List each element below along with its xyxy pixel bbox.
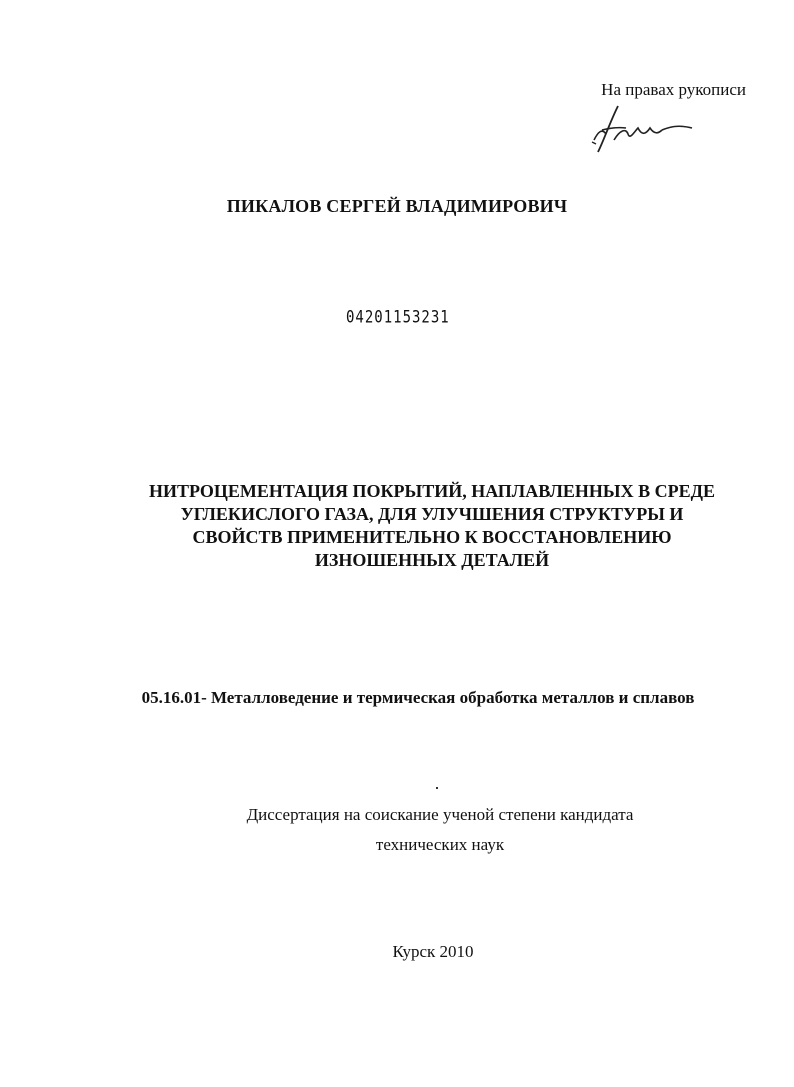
author-name: ПИКАЛОВ СЕРГЕЙ ВЛАДИМИРОВИЧ	[226, 196, 568, 216]
degree-line: Диссертация на соискание ученой степени кандидата	[246, 805, 634, 824]
city-year: Курск 2010	[392, 942, 474, 961]
degree-line: технических наук	[375, 835, 505, 854]
title-line: СВОЙСТВ ПРИМЕНИТЕЛЬНО К ВОССТАНОВЛЕНИЮ	[192, 527, 672, 547]
specialty-code: 05.16.01- Металловедение и термическая обработка металлов и сплавов	[141, 688, 695, 707]
signature-icon	[588, 100, 698, 160]
dissertation-title	[100, 480, 764, 572]
title-line: ИЗНОШЕННЫХ ДЕТАЛЕЙ	[314, 550, 550, 570]
title-line: УГЛЕКИСЛОГО ГАЗА, ДЛЯ УЛУЧШЕНИЯ СТРУКТУРЫ И	[180, 504, 684, 524]
degree-statement	[0, 800, 794, 860]
title-line: НИТРОЦЕМЕНТАЦИЯ ПОКРЫТИЙ, НАПЛАВЛЕННЫХ В СРЕДЕ	[148, 481, 715, 501]
speck	[436, 787, 438, 789]
rights-note: На правах рукописи	[601, 80, 746, 99]
registration-number: 04201153231	[346, 308, 450, 328]
